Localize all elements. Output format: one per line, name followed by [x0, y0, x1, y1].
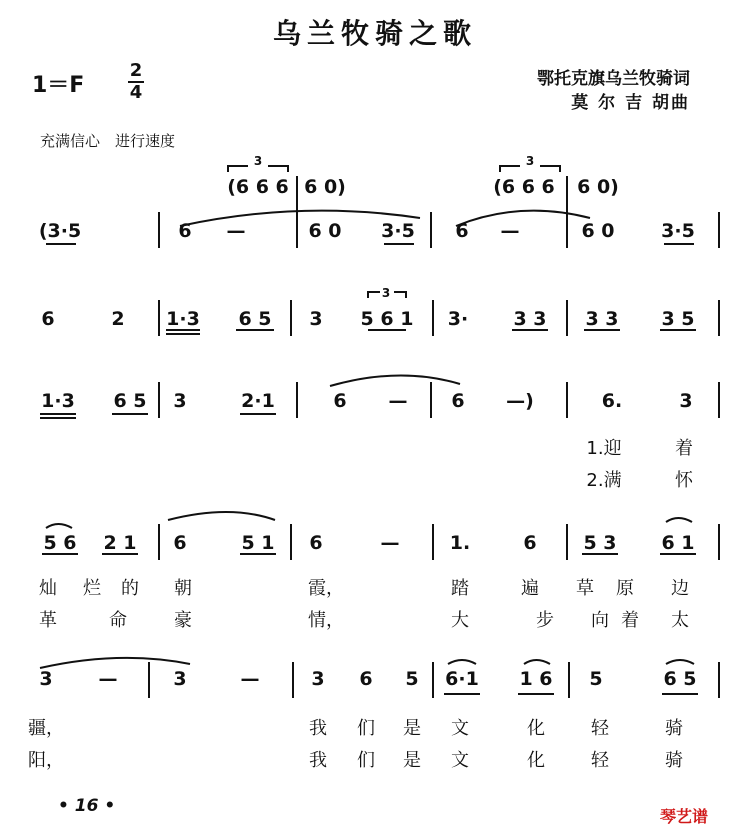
- note: (3·5: [38, 220, 82, 242]
- note: 2 1: [103, 532, 137, 554]
- note: 6·1: [445, 668, 479, 690]
- note: 6 5: [663, 668, 697, 690]
- key-signature: 1＝F: [32, 73, 85, 98]
- note: 5 6 1: [360, 308, 414, 330]
- page-number: • 16 •: [58, 796, 116, 816]
- note: 1 6: [519, 668, 553, 690]
- lyric: 着: [675, 438, 693, 459]
- note: 1·3: [41, 390, 75, 412]
- note: 6: [41, 308, 55, 330]
- lyric: 太: [671, 610, 689, 631]
- lyric: 着: [621, 610, 639, 631]
- note: 6: [451, 390, 465, 412]
- note: 2: [111, 308, 125, 330]
- song-title: 乌兰牧骑之歌: [272, 17, 477, 50]
- note: 6 5: [113, 390, 147, 412]
- note-group: 6 0): [577, 176, 619, 198]
- note: 3 5: [661, 308, 695, 330]
- triplet-mark: 3: [525, 154, 535, 168]
- lyric: 情，: [308, 610, 344, 631]
- note: 6: [309, 532, 323, 554]
- site-logo: 琴艺谱: [660, 807, 709, 826]
- composer-credit: 莫 尔 吉 胡曲: [571, 93, 690, 113]
- lyric: 2.满: [586, 470, 622, 491]
- dash: —: [500, 220, 520, 242]
- time-top: 2: [129, 60, 143, 81]
- note: 6: [173, 532, 187, 554]
- lyric: 怀: [675, 470, 693, 491]
- dash: —): [506, 390, 534, 412]
- note: 6: [359, 668, 373, 690]
- lyric: 烂: [83, 578, 101, 599]
- lyric: 文: [451, 750, 469, 771]
- lyric: 我: [309, 718, 327, 739]
- note: 2·1: [241, 390, 275, 412]
- note: 1.: [449, 532, 471, 554]
- lyric: 我: [309, 750, 327, 771]
- lyric: 是: [403, 718, 421, 739]
- note-group: 6 0): [304, 176, 346, 198]
- dash: —: [226, 220, 246, 242]
- note: 6 0: [581, 220, 615, 242]
- note: 6: [178, 220, 192, 242]
- note: 6 0: [308, 220, 342, 242]
- lyric: 骑: [665, 750, 683, 771]
- lyric: 们: [357, 750, 375, 771]
- lyric: 霞，: [308, 578, 344, 599]
- lyric: 化: [527, 718, 545, 739]
- note: 3 3: [585, 308, 619, 330]
- note: 3: [173, 668, 187, 690]
- note-group: (6 6 6: [493, 176, 555, 198]
- note: 3·5: [661, 220, 695, 242]
- triplet-mark: 3: [381, 286, 391, 300]
- note: 3: [39, 668, 53, 690]
- note: 5 1: [241, 532, 275, 554]
- lyric: 遍: [521, 578, 539, 599]
- note: 3 3: [513, 308, 547, 330]
- note: 6: [333, 390, 347, 412]
- lyric: 踏: [451, 578, 469, 599]
- dash: —: [380, 532, 400, 554]
- note: 3: [309, 308, 323, 330]
- time-bottom: 4: [129, 82, 143, 103]
- lyric: 们: [357, 718, 375, 739]
- lyricist-credit: 鄂托克旗乌兰牧骑词: [537, 69, 690, 89]
- lyric: 边: [671, 578, 689, 599]
- lyric: 步: [536, 610, 554, 631]
- note: 6 5: [238, 308, 272, 330]
- note: 6.: [601, 390, 623, 412]
- lyric: 阳，: [28, 750, 64, 771]
- lyric: 轻: [591, 750, 609, 771]
- dash: —: [98, 668, 118, 690]
- lyric: 豪: [174, 610, 192, 631]
- note-group: (6 6 6: [227, 176, 289, 198]
- lyric: 向: [591, 610, 609, 631]
- lyric: 骑: [665, 718, 683, 739]
- lyric: 朝: [174, 578, 192, 599]
- lyric: 大: [451, 610, 469, 631]
- lyric: 命: [109, 610, 127, 631]
- note: 5 3: [583, 532, 617, 554]
- lyric: 文: [451, 718, 469, 739]
- note: 1·3: [166, 308, 200, 330]
- note: 5: [589, 668, 603, 690]
- tempo-marking: 充满信心 进行速度: [40, 132, 176, 150]
- lyric: 1.迎: [586, 438, 622, 459]
- lyric: 疆，: [28, 718, 64, 739]
- note: 6: [523, 532, 537, 554]
- lyric: 革: [39, 610, 57, 631]
- lyric: 原: [616, 578, 634, 599]
- note: 3·: [447, 308, 469, 330]
- note: 5: [405, 668, 419, 690]
- note: 3·5: [381, 220, 415, 242]
- lyric: 化: [527, 750, 545, 771]
- note: 3: [311, 668, 325, 690]
- dash: —: [388, 390, 408, 412]
- lyric: 轻: [591, 718, 609, 739]
- lyric: 草: [576, 578, 594, 599]
- note: 5 6: [43, 532, 77, 554]
- lyric: 灿: [39, 578, 57, 599]
- triplet-mark: 3: [253, 154, 263, 168]
- note: 3: [679, 390, 693, 412]
- note: 3: [173, 390, 187, 412]
- dash: —: [240, 668, 260, 690]
- note: 6: [455, 220, 469, 242]
- lyric: 是: [403, 750, 421, 771]
- note: 6 1: [661, 532, 695, 554]
- lyric: 的: [121, 578, 139, 599]
